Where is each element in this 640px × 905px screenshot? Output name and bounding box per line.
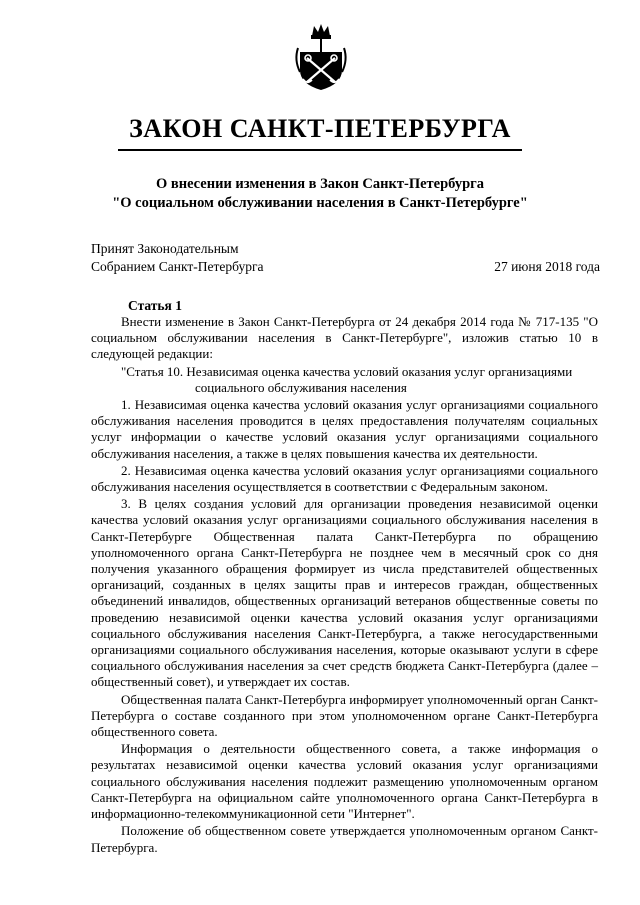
paragraph-6: Положение об общественном совете утверждается уполномоченным органом Санкт-Петербурга.	[91, 823, 598, 855]
paragraph-3: 3. В целях создания условий для организации проведения независимой оценки качества условий оказания услуг организациями социального обслуживания населения в Санкт-Петербурге Общественная палата Санкт-Петербурга по обращению уполномоченного органа Санкт-Петербурга не позднее чем в месячный срок со дня получения указанного обращения формирует из числа представителей общественных организаций, созданных в целях защиты прав и интересов граждан, общественных объединений инвалидов, общественных организаций ветеранов общественные советы по проведению независимой оценки качества условий оказания услуг организациями социального обслуживания населения Санкт-Петербурга, а также негосударственными организациями социального обслуживания населения, которые оказывают услуги в сфере социального обслуживания населения за счет средств бюджета Санкт-Петербурга (далее – общественный совет), и утверждает их состав.	[91, 496, 598, 690]
adoption-date: 27 июня 2018 года	[494, 259, 600, 274]
article-intro: Внести изменение в Закон Санкт-Петербурга от 24 декабря 2014 года № 717-135 "О социальном обслуживании населения в Санкт-Петербурге", изложив статью 10 в следующей редакции:	[91, 314, 598, 362]
paragraph-2: 2. Независимая оценка качества условий оказания услуг организациями социального обслуживания населения осуществляется в соответствии с Федеральным законом.	[91, 462, 598, 495]
article-body	[91, 314, 598, 857]
adopted-by-line-2: Собранием Санкт-Петербурга	[91, 259, 264, 274]
title-divider	[118, 149, 522, 151]
paragraph-4: Общественная палата Санкт-Петербурга информирует уполномоченный орган Санкт-Петербурга о составе созданного при этом уполномоченном органе Санкт-Петербурга общественного совета.	[91, 691, 598, 740]
quoted-heading-line-2: социального обслуживания населения	[195, 379, 407, 395]
article-heading: Статья 1	[128, 298, 182, 313]
adopted-by-line-1: Принят Законодательным	[91, 241, 239, 256]
coat-of-arms-icon	[292, 22, 350, 92]
paragraph-5: Информация о деятельности общественного совета, а также информация о результатах независимой оценки качества условий оказания услуг организациями социального обслуживания населения подлежит размещению уполномоченным органом Санкт-Петербурга на официальном сайте уполномоченного органа Санкт-Петербурга в информационно-телекоммуникационной сети "Интернет".	[91, 741, 598, 822]
paragraph-1: 1. Независимая оценка качества условий оказания услуг организациями социального обслуживания населения проводится в целях предоставления получателям социальных услуг информации о качестве условий оказания услуг организациями социального обслуживания населения, а также в целях повышения качества их деятельности.	[91, 397, 598, 461]
law-title: ЗАКОН САНКТ-ПЕТЕРБУРГА	[129, 114, 511, 143]
quoted-article-heading	[121, 364, 598, 396]
law-subtitle-line-2: "О социальном обслуживании населения в Санкт-Петербурге"	[112, 195, 528, 211]
law-subtitle-line-1: О внесении изменения в Закон Санкт-Петербурга	[155, 176, 484, 192]
quoted-heading-line-1: "Статья 10. Независимая оценка качества условий оказания услуг организациями	[121, 363, 573, 379]
